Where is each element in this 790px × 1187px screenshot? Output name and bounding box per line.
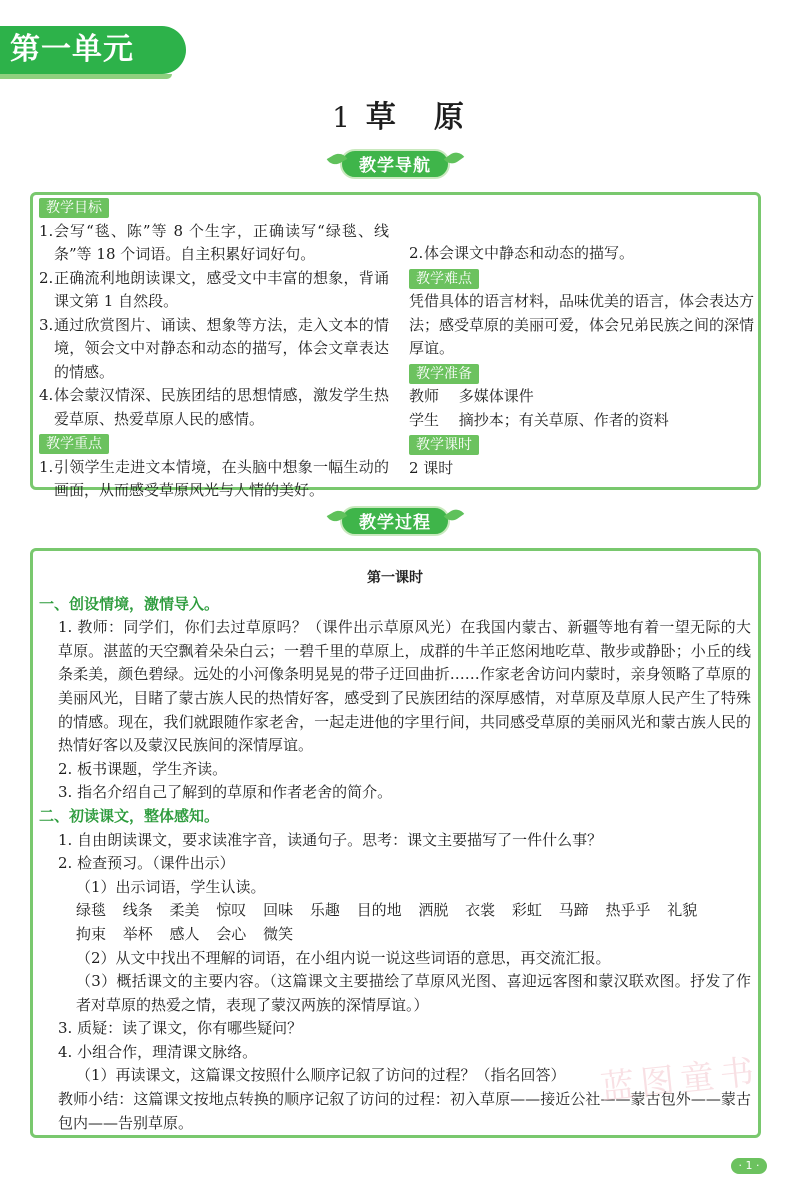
leaf-icon: [444, 149, 464, 168]
process-content: [39, 567, 751, 1135]
goal-number: 1.: [39, 221, 54, 240]
unit-banner: 第一单元: [0, 26, 186, 74]
key-point-number: 1.: [39, 457, 54, 476]
key-point-number: 2.: [409, 244, 424, 262]
section-heading-process: [340, 506, 450, 536]
teaching-nav-box: [30, 192, 761, 499]
tag-difficulty: 教学难点: [409, 269, 479, 289]
sub-paragraph: （2）从文中找出不理解的词语，在小组内说一说这些词语的意思，再交流汇报。: [76, 948, 611, 967]
section-heading-nav: [340, 149, 450, 179]
key-point-item: [409, 242, 754, 266]
leaf-icon: [327, 150, 348, 168]
nav-left-column: [39, 195, 389, 499]
goal-number: 3.: [39, 315, 54, 334]
leaf-icon: [444, 506, 464, 525]
goal-item: [39, 220, 389, 267]
lesson-title-char-2: 原: [433, 100, 468, 135]
key-point-text: 体会课文中静态和动态的描写。: [424, 244, 635, 262]
section-heading-process-label: 教学过程: [359, 513, 431, 533]
tag-hours: 教学课时: [409, 435, 479, 455]
step-paragraph: 4. 小组合作，理清课文脉络。: [58, 1042, 258, 1061]
hours-text: 2 课时: [409, 458, 454, 477]
vocab-line: 拘束 举杯 感人 会心 微笑: [76, 924, 294, 943]
tag-preparation: 教学准备: [409, 364, 479, 384]
goal-text: 通过欣赏图片、诵读、想象等方法，走入文本的情境，领会文中对静态和动态的描写，体会文章表达的情感。: [54, 315, 389, 381]
goal-text: 体会蒙汉情深、民族团结的思想情感，激发学生热爱草原、热爱草原人民的感情。: [54, 386, 389, 428]
teaching-process-box: [30, 548, 761, 1138]
goal-item: [39, 314, 389, 385]
page-number: · 1 ·: [731, 1158, 767, 1174]
goal-item: [39, 267, 389, 314]
step-paragraph: 3. 指名介绍自己了解到的草原和作者老舍的简介。: [58, 783, 393, 802]
goal-number: 4.: [39, 386, 54, 404]
tag-key-points: 教学重点: [39, 434, 109, 454]
sub-paragraph: （1）出示词语，学生认读。: [76, 877, 266, 896]
step-paragraph: 3. 质疑：读了课文，你有哪些疑问？: [58, 1019, 303, 1038]
lesson-title-char-1: 草: [365, 100, 400, 135]
step-heading: 二、初读课文，整体感知。: [39, 806, 220, 825]
goal-item: [39, 384, 389, 431]
lesson-title: [300, 92, 500, 136]
session-title: 第一课时: [367, 570, 423, 586]
key-point-text: 引领学生走进文本情境，在头脑中想象一幅生动的画面，从而感受草原风光与人情的美好。: [54, 457, 389, 499]
vocab-line: 绿毯 线条 柔美 惊叹 回味 乐趣 目的地 洒脱 衣裳 彩虹 马蹄 热乎乎 礼貌: [76, 901, 698, 920]
step-heading: 一、创设情境，激情导入。: [39, 594, 220, 613]
prep-student: 学生 摘抄本；有关草原、作者的资料: [409, 410, 669, 429]
step-paragraph: 2. 板书课题，学生齐读。: [58, 759, 228, 778]
sub-paragraph: （1）再读课文，这篇课文按照什么顺序记叙了访问的过程？（指名回答）: [76, 1066, 566, 1085]
section-heading-nav-label: 教学导航: [359, 156, 431, 176]
goal-text: 正确流利地朗读课文，感受文中丰富的想象，背诵课文第 1 自然段。: [54, 268, 389, 310]
key-point-item: [39, 456, 389, 499]
leaf-icon: [327, 507, 348, 525]
nav-right-column: [409, 195, 754, 480]
step-paragraph: 2. 检查预习。（课件出示）: [58, 854, 235, 873]
goal-number: 2.: [39, 268, 54, 287]
teacher-summary: 教师小结：这篇课文按地点转换的顺序记叙了访问的过程：初入草原——接近公社——蒙古包外——蒙古包内——告别草原。: [58, 1090, 751, 1132]
difficulty-text: 凭借具体的语言材料，品味优美的语言，体会表达方法；感受草原的美丽可爱，体会兄弟民族之间的深情厚谊。: [409, 292, 755, 357]
step-paragraph: 1. 教师：同学们，你们去过草原吗？（课件出示草原风光）在我国内蒙古、新疆等地有着一望无际的大草原。湛蓝的天空飘着朵朵白云；一碧千里的草原上，成群的牛羊正悠闲地吃草、散步或静卧；小丘的线条柔美，颜色碧绿。远处的小河像条明晃晃的带子迂回曲折……作家老舍访问内蒙时，亲身领略了草原的美丽风光，目睹了蒙古族人民的热情好客，感受到了民族团结的深厚感情，对草原及草原人民产生了特殊的情感。现在，我们就跟随作家老舍，一起走进他的字里行间，共同感受草原的美丽风光和蒙古族人民的热情好客以及蒙汉民族间的深情厚谊。: [58, 618, 751, 755]
key-point-continued: [409, 195, 754, 242]
tag-goals: 教学目标: [39, 198, 109, 218]
step-paragraph: 1. 自由朗读课文，要求读准字音，读通句子。思考：课文主要描写了一件什么事？: [58, 830, 603, 849]
goal-text: 会写“毯、陈”等 8 个生字，正确读写“绿毯、线条”等 18 个词语。自主积累好词好句。: [54, 221, 389, 263]
prep-teacher: 教师 多媒体课件: [409, 387, 534, 405]
lesson-number: 1: [332, 101, 354, 134]
watermark: 蓝图童书: [598, 1051, 763, 1109]
sub-paragraph: （3）概括课文的主要内容。（这篇课文主要描绘了草原风光图、喜迎远客图和蒙汉联欢图。抒发了作者对草原的热爱之情，表现了蒙汉两族的深情厚谊。）: [76, 972, 751, 1014]
